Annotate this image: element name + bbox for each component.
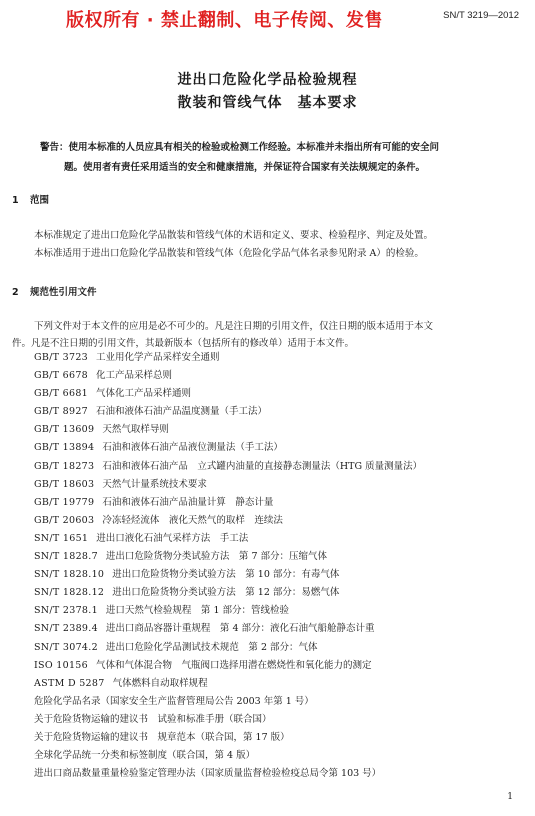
reference-code: ASTM D 5287 bbox=[34, 677, 105, 689]
warning-line1: 警告：使用本标准的人员应具有相关的检验或检测工作经验。本标准并未指出所有可能的安全问 bbox=[40, 142, 440, 153]
reference-code: SN/T 1828.12 bbox=[34, 587, 105, 599]
reference-item bbox=[34, 639, 422, 657]
reference-item bbox=[34, 602, 422, 620]
reference-title: 化工产品采样总则 bbox=[96, 370, 173, 382]
reference-title: 石油和液体石油产品温度测量（手工法） bbox=[96, 406, 268, 418]
reference-title: 石油和液体石油产品 立式罐内油量的直接静态测量法（HTG 质量测量法） bbox=[102, 460, 423, 472]
section2-title: 规范性引用文件 bbox=[30, 287, 97, 298]
reference-item bbox=[34, 675, 422, 693]
section1-title: 范围 bbox=[30, 195, 50, 206]
reference-code: GB/T 13609 bbox=[34, 424, 95, 436]
reference-item bbox=[34, 530, 422, 548]
reference-code: SN/T 1828.7 bbox=[34, 551, 98, 563]
reference-title: 天然气取样导则 bbox=[102, 424, 169, 436]
reference-code: SN/T 2389.4 bbox=[34, 623, 98, 635]
reference-code: GB/T 20603 bbox=[34, 514, 95, 526]
reference-code: SN/T 1651 bbox=[34, 532, 89, 544]
section1-paragraph1: 本标准规定了进出口危险化学品散装和管线气体的术语和定义、要求、检验程序、判定及处置。 bbox=[34, 230, 434, 241]
reference-item bbox=[34, 584, 422, 602]
reference-item bbox=[34, 620, 422, 638]
reference-item bbox=[34, 512, 422, 530]
reference-item bbox=[34, 729, 422, 747]
reference-item bbox=[34, 421, 422, 439]
reference-item bbox=[34, 566, 422, 584]
reference-title: 工业用化学产品采样安全通则 bbox=[96, 352, 220, 363]
reference-title: 冷冻轻烃流体 液化天然气的取样 连续法 bbox=[102, 514, 283, 526]
reference-item bbox=[34, 711, 422, 729]
reference-title: 进出口商品容器计重规程 第 4 部分：液化石油气船舱静态计重 bbox=[105, 623, 375, 635]
reference-title: 关于危险货物运输的建议书 试验和标准手册（联合国） bbox=[34, 713, 272, 725]
section2-number: 2 bbox=[12, 287, 19, 298]
reference-item bbox=[34, 476, 422, 494]
reference-code: GB/T 13894 bbox=[34, 442, 95, 454]
reference-item bbox=[34, 765, 422, 783]
reference-item bbox=[34, 548, 422, 566]
reference-code: GB/T 3723 bbox=[34, 352, 89, 363]
section2-intro-line2: 件。凡是不注日期的引用文件，其最新版本（包括所有的修改单）适用于本文件。 bbox=[12, 338, 355, 349]
document-title-line2: 散装和管线气体 基本要求 bbox=[177, 95, 358, 111]
section1-number: 1 bbox=[12, 195, 19, 206]
reference-title: 进出口危险化学品测试技术规范 第 2 部分：气体 bbox=[105, 641, 318, 653]
reference-title: 关于危险货物运输的建议书 规章范本（联合国，第 17 版） bbox=[34, 731, 290, 743]
section1-paragraph2: 本标准适用于进出口危险化学品散装和管线气体（危险化学品气体名录参见附录 A）的检验。 bbox=[34, 248, 424, 259]
reference-title: 进出口商品数量重量检验鉴定管理办法（国家质量监督检验检疫总局令第 103 号） bbox=[34, 768, 382, 780]
reference-title: 气体化工产品采样通则 bbox=[96, 388, 192, 400]
page-number: 1 bbox=[507, 792, 513, 802]
reference-code: GB/T 18273 bbox=[34, 460, 95, 472]
reference-title: 进出口危险货物分类试验方法 第 7 部分：压缩气体 bbox=[105, 551, 328, 563]
section1-heading bbox=[12, 192, 49, 206]
reference-item bbox=[34, 693, 422, 711]
reference-item bbox=[34, 439, 422, 457]
reference-item bbox=[34, 657, 422, 675]
reference-code: SN/T 2378.1 bbox=[34, 605, 98, 617]
document-title-line1: 进出口危险化学品检验规程 bbox=[177, 72, 358, 88]
reference-title: 全球化学品统一分类和标签制度（联合国，第 4 版） bbox=[34, 750, 256, 762]
reference-title: 进出口液化石油气采样方法 手工法 bbox=[96, 532, 249, 544]
reference-title: 进出口危险货物分类试验方法 第 12 部分：易燃气体 bbox=[112, 587, 340, 599]
reference-code: GB/T 18603 bbox=[34, 478, 95, 490]
reference-code: GB/T 19779 bbox=[34, 496, 95, 508]
warning-notice bbox=[40, 138, 520, 178]
reference-title: 进口天然气检验规程 第 1 部分：管线检验 bbox=[105, 605, 290, 617]
reference-item bbox=[34, 458, 422, 476]
reference-title: 天然气计量系统技术要求 bbox=[102, 478, 207, 490]
reference-title: 石油和液体石油产品液位测量法（手工法） bbox=[102, 442, 283, 454]
section2-intro-line1: 下列文件对于本文件的应用是必不可少的。凡是注日期的引用文件，仅注日期的版本适用于本文 bbox=[34, 321, 434, 332]
reference-title: 气体燃料自动取样规程 bbox=[112, 677, 208, 689]
reference-item bbox=[34, 349, 422, 367]
reference-item bbox=[34, 385, 422, 403]
warning-line2: 题。使用者有责任采用适当的安全和健康措施，并保证符合国家有关法规规定的条件。 bbox=[64, 162, 426, 173]
reference-code: SN/T 3074.2 bbox=[34, 641, 98, 653]
reference-code: GB/T 6681 bbox=[34, 388, 89, 400]
reference-item bbox=[34, 494, 422, 512]
reference-code: SN/T 1828.10 bbox=[34, 569, 105, 581]
reference-item bbox=[34, 403, 422, 421]
copyright-watermark: 版权所有 · 禁止翻制、电子传阅、发售 bbox=[66, 10, 383, 31]
reference-title: 进出口危险货物分类试验方法 第 10 部分：有毒气体 bbox=[112, 569, 340, 581]
reference-item bbox=[34, 747, 422, 765]
reference-title: 气体和气体混合物 气瓶阀口选择用潜在燃烧性和氧化能力的测定 bbox=[96, 659, 372, 671]
reference-item bbox=[34, 367, 422, 385]
section2-heading bbox=[12, 284, 97, 298]
reference-code: GB/T 8927 bbox=[34, 406, 89, 418]
standard-code: SN/T 3219—2012 bbox=[443, 10, 519, 21]
reference-code: ISO 10156 bbox=[34, 659, 88, 671]
reference-title: 石油和液体石油产品油量计算 静态计量 bbox=[102, 496, 274, 508]
reference-title: 危险化学品名录（国家安全生产监督管理局公告 2003 年第 1 号） bbox=[34, 695, 314, 707]
reference-code: GB/T 6678 bbox=[34, 370, 89, 382]
normative-references-list bbox=[34, 349, 422, 783]
